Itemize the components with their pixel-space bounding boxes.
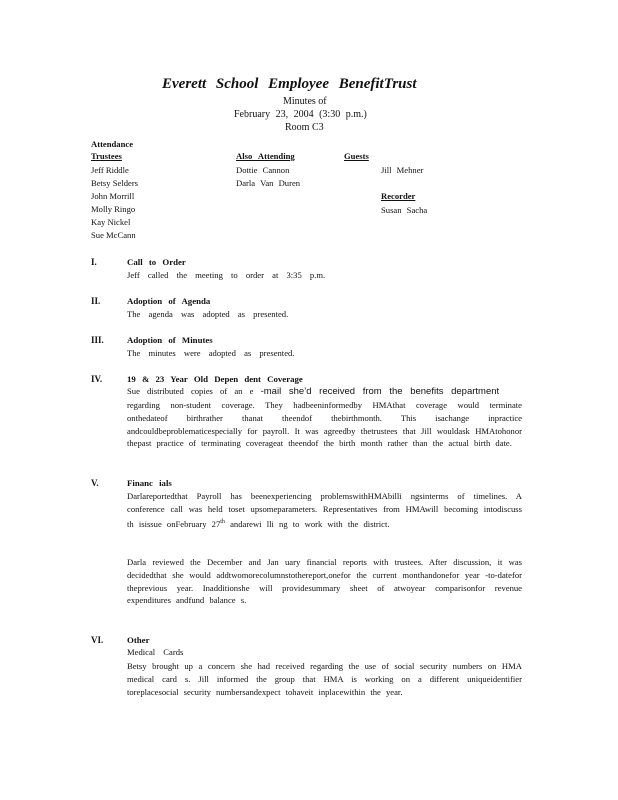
paragraph-text: Darlareportedthat Payroll has beenexperiencing problemswithHMAbilli ngsinterms of timelines. A conference call was held toset upsomeparameters. Representatives from HMAwill becoming intodiscuss th isissue onFebruary 27 [127, 491, 522, 529]
section-text: The minutes were adopted as presented. [127, 348, 295, 358]
also-attending-label: Also Attending [236, 151, 295, 161]
lead-text: Sue distributed copies of an e [127, 386, 254, 396]
trustee-name: John Morrill [91, 191, 135, 201]
section-number: IV. [91, 374, 103, 384]
minutes-of-label: Minutes of [283, 96, 327, 107]
section-number: I. [91, 257, 97, 267]
section-title: Adoption of Minutes [127, 335, 213, 345]
section-paragraph [127, 490, 522, 530]
guest-name: Jill Mehner [381, 165, 424, 175]
trustee-name: Molly Ringo [91, 204, 136, 214]
section-title: Call to Order [127, 257, 186, 267]
guests-label: Guests [344, 151, 369, 161]
section-paragraph: Darla reviewed the December and Jan uary financial reports with trustees. After discussion, it was decidedthat she would addtwomorecolumnstothereport,onefor the current monthandonefor year -to-datefor theprevious year. Inadditionshe will providesummary sheet of atwoyear comparisonfor revenue expenditures andfund balance s. [127, 557, 522, 606]
section-number: III. [91, 335, 104, 345]
also-attending-name: Dottie Cannon [236, 165, 290, 175]
section-title: 19 & 23 Year Old Depen dent Coverage [127, 374, 303, 384]
section-text: Jeff called the meeting to order at 3:35 p.m. [127, 270, 326, 280]
section-text: Betsy brought up a concern she had received regarding the use of social security numbers on HMA medical card s. Jill informed the group that HMA is working on a different uniqueidentifier toreplacesocial security numbersandexpect tohaveit inplacewithin the year. [127, 661, 522, 697]
section-number: VI. [91, 635, 104, 645]
trustee-name: Kay Nickel [91, 217, 131, 227]
section-text-lead [127, 386, 499, 397]
paragraph-text: andarewi lli ng to work with the district. [230, 518, 390, 529]
section-text: The agenda was adopted as presented. [127, 309, 289, 319]
superscript: th [220, 518, 225, 525]
section-title: Adoption of Agenda [127, 296, 211, 306]
section-title: Financ ials [127, 478, 172, 488]
section-title: Other [127, 635, 150, 645]
section-number: V. [91, 478, 99, 488]
recorder-name: Susan Sacha [381, 205, 428, 215]
trustee-name: Jeff Riddle [91, 165, 129, 175]
section-subtitle: Medical Cards [127, 647, 184, 657]
trustees-label: Trustees [91, 151, 122, 161]
trustee-name: Sue McCann [91, 230, 136, 240]
document-title: Everett School Employee BenefitTrust [162, 76, 417, 92]
recorder-label: Recorder [381, 191, 416, 201]
attendance-heading: Attendance [91, 139, 134, 149]
lead-text-large: -mail she’d received from the benefits department [260, 386, 500, 397]
trustee-name: Betsy Selders [91, 178, 139, 188]
section-number: II. [91, 296, 101, 306]
section-text: regarding non-student coverage. They hadbeeninformedby HMAthat coverage would terminate onthedateof birthrather thanat theendof thebirthmonth. This isachange inpractice andcouldbeproblematicespecially for payroll. It was agreedby thetrustees that Jill wouldask HMAtohonor thepast practice of terminating coverageat theendof the birth month rather than the actual birth date. [127, 400, 522, 449]
meeting-room: Room C3 [285, 122, 324, 133]
also-attending-name: Darla Van Duren [236, 178, 301, 188]
meeting-date: February 23, 2004 (3:30 p.m.) [234, 109, 367, 120]
